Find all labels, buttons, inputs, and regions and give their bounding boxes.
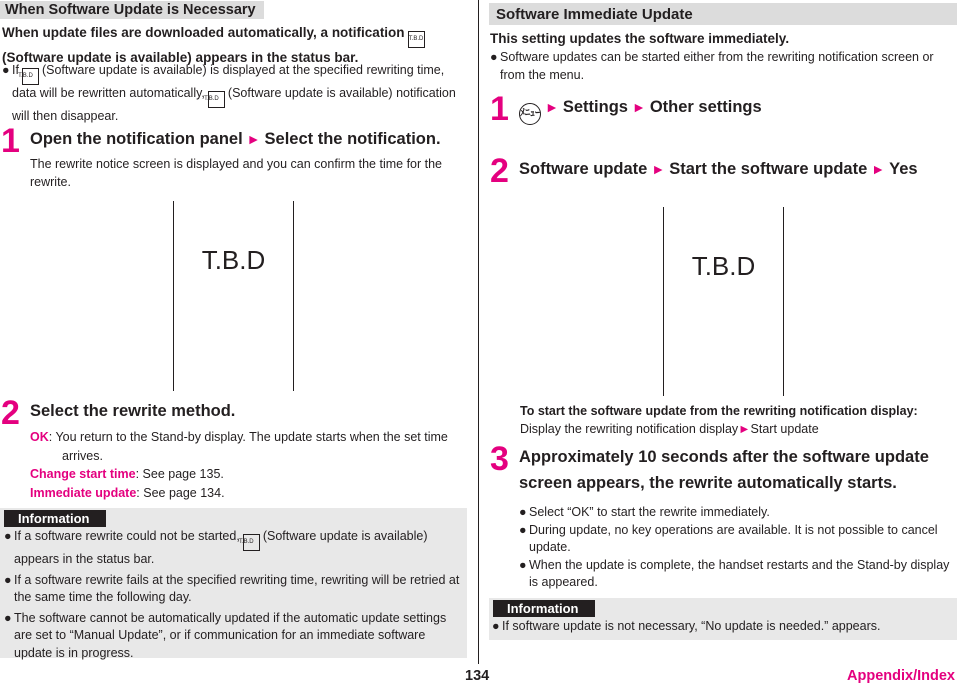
section-title-immediate: Software Immediate Update xyxy=(489,3,957,25)
information-tag: Information xyxy=(4,510,106,527)
screen-placeholder xyxy=(663,207,784,396)
information-tag: Information xyxy=(493,600,595,617)
arrow-icon: ► xyxy=(738,422,751,436)
step-2-left xyxy=(0,394,470,502)
notification-icon: T.B.D xyxy=(208,91,225,108)
notification-icon: T.B.D xyxy=(243,534,260,551)
info-bullet: ● If a software rewrite fails at the specified rewriting time, rewriting will be retried at the same time the following day. xyxy=(4,572,460,604)
step-number: 1 xyxy=(490,90,509,128)
step-bullet: ● Select “OK” to start the rewrite immediately. xyxy=(519,505,770,519)
information-box xyxy=(0,508,467,658)
arrow-icon: ► xyxy=(871,161,886,177)
section-title-necessary: When Software Update is Necessary xyxy=(0,1,264,19)
screen-placeholder xyxy=(173,201,294,391)
page-number: 134 xyxy=(465,668,490,684)
step-number: 2 xyxy=(1,394,20,432)
step-bullets xyxy=(519,504,957,592)
option-ok: OK: You return to the Stand-by display. The update starts when the set time arrives. xyxy=(30,430,448,463)
intro-paragraph: When update files are downloaded automatically, a notification T.B.D (Software update is available) appears in the status bar. xyxy=(2,25,424,65)
appendix-index-link[interactable]: Appendix/Index xyxy=(847,668,955,684)
step-1-left xyxy=(0,122,470,191)
arrow-icon: ► xyxy=(631,99,646,115)
step-2-right xyxy=(489,152,957,190)
step-bullet: ● When the update is complete, the handset restarts and the Stand-by display is appeared. xyxy=(519,557,950,589)
arrow-icon: ► xyxy=(246,131,261,147)
option-list xyxy=(30,428,462,502)
step-3-right xyxy=(489,440,957,592)
info-bullet: ● If a software rewrite could not be started,T.B.D (Software update is available) appears in the status bar. xyxy=(4,529,428,566)
notification-start-note: To start the software update from the rewriting notification display: Display the rewriting notification display►Start update xyxy=(520,404,918,436)
auto-rewrite-bullet: ● IfT.B.D (Software update is available) is displayed at the specified rewriting time, data will be rewritten automatically,T.B.D (Software update is available) notification will then disappear. xyxy=(2,63,456,123)
menu-key-icon: ﾒﾆｭｰ xyxy=(519,103,541,125)
step-bullet: ● During update, no key operations are available. It is not possible to cancel update. xyxy=(519,522,938,554)
step-description: The rewrite notice screen is displayed and you can confirm the time for the rewrite. xyxy=(30,157,443,189)
start-methods-bullet: ● Software updates can be started either from the rewriting notification screen or from the menu. xyxy=(490,50,934,82)
step-1-right xyxy=(489,90,957,128)
arrow-icon: ► xyxy=(651,161,666,177)
step-number: 1 xyxy=(1,122,20,160)
step-title: Approximately 10 seconds after the software update screen appears, the rewrite automatically starts. xyxy=(519,448,929,492)
step-number: 3 xyxy=(490,440,509,478)
info-bullet: ● If software update is not necessary, “No update is needed.” appears. xyxy=(492,619,881,633)
placeholder-text: T.B.D xyxy=(201,245,266,275)
step-title: Software update ► Start the software update ► Yes xyxy=(519,160,918,178)
intro-paragraph: This setting updates the software immediately. xyxy=(490,31,790,46)
notification-icon: T.B.D xyxy=(408,31,425,48)
information-box xyxy=(489,598,957,640)
option-immediate-update: Immediate update: See page 134. xyxy=(30,485,225,500)
placeholder-text: T.B.D xyxy=(691,251,756,281)
step-number: 2 xyxy=(490,152,509,190)
column-divider xyxy=(478,0,479,664)
info-bullet: ● The software cannot be automatically updated if the automatic update settings are set to “Manual Update”, or if communication for an immediate software update is in progress. xyxy=(4,610,447,660)
arrow-icon: ► xyxy=(545,99,559,115)
notification-icon: T.B.D xyxy=(22,68,39,85)
step-title: Select the rewrite method. xyxy=(30,402,236,420)
step-title: ﾒﾆｭｰ ► Settings ► Other settings xyxy=(519,94,957,125)
option-change-start-time: Change start time: See page 135. xyxy=(30,467,224,481)
step-title: Open the notification panel ► Select the notification. xyxy=(30,130,441,148)
